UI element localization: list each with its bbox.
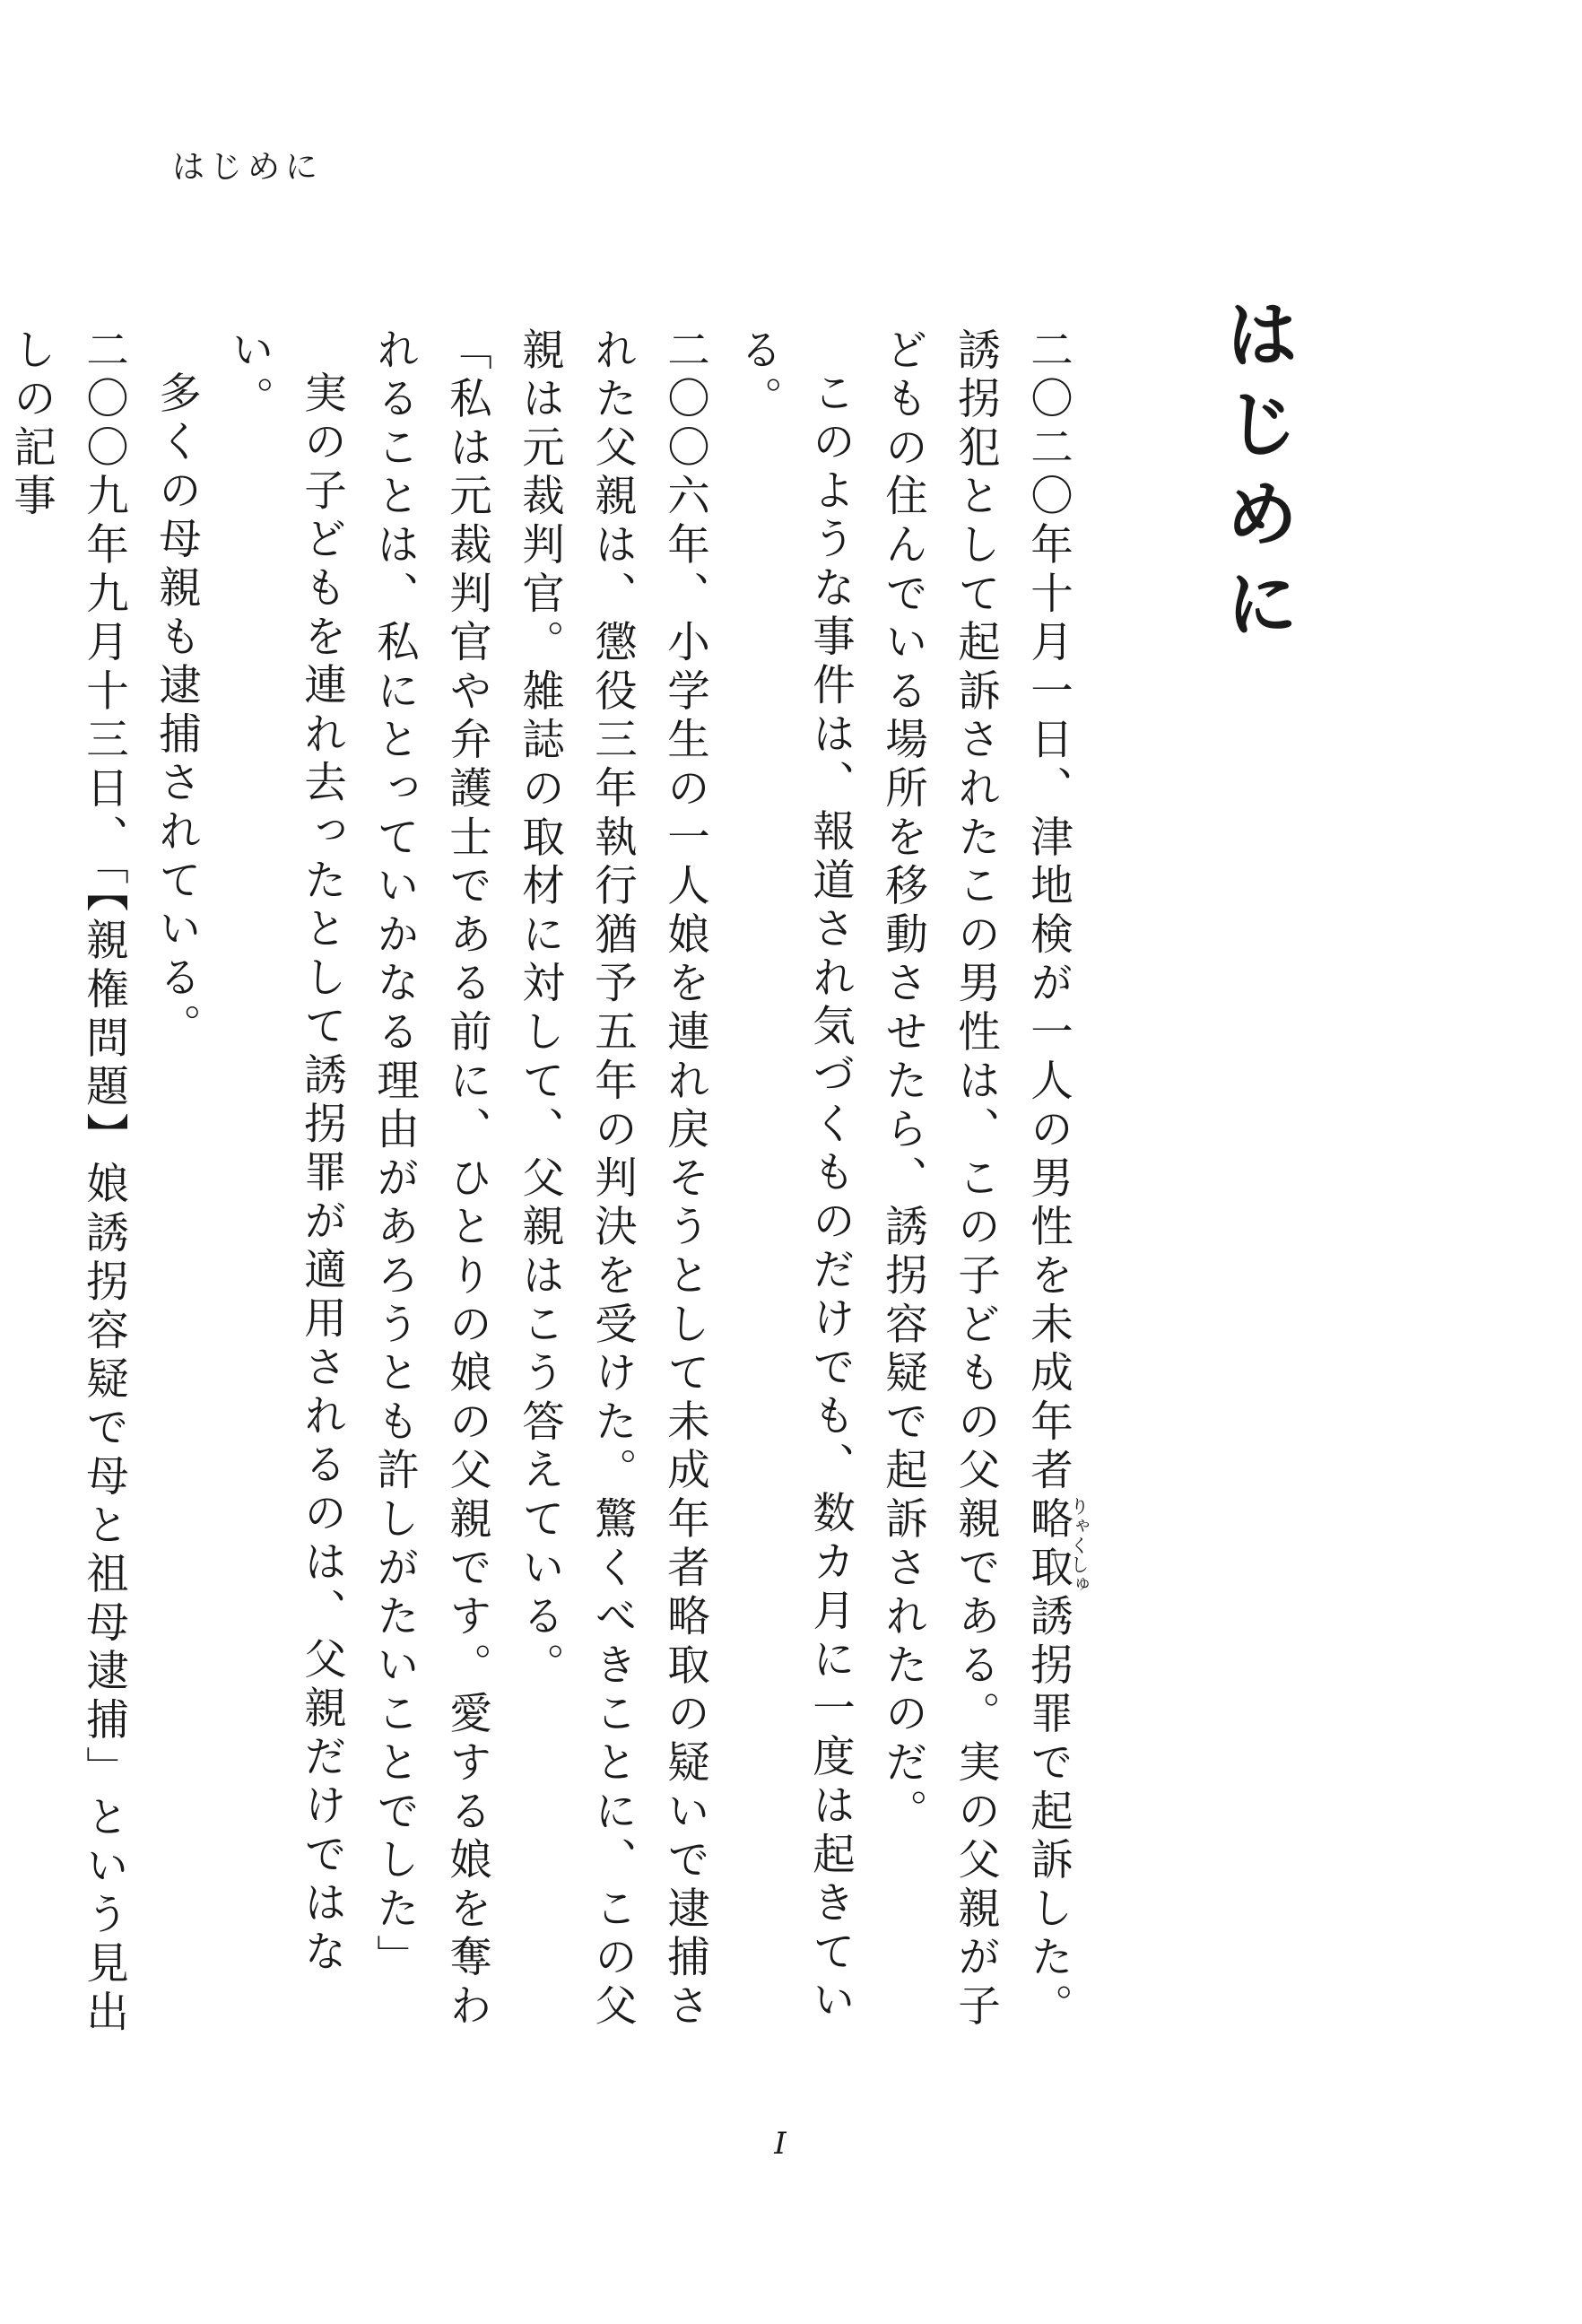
ruby-base: 略取 — [1022, 1496, 1073, 1594]
page-number: I — [774, 2126, 787, 2162]
paragraph-8: 二〇〇九年九月十三日、「【親権問題】娘誘拐容疑で母と祖母逮捕」という見出しの記事 — [5, 327, 128, 2039]
paragraph-2: 誘拐犯として起訴されたこの男性は、この子どもの父親である。実の父親が子どもの住んでいる場所を移動させたら、誘拐容疑で起訴されたのだ。 — [877, 327, 1000, 2032]
paragraph-1-text-a: 二〇二〇年十月一日、津地検が一人の男性を未成年者 — [1022, 327, 1073, 1497]
body-text — [0, 327, 1089, 2059]
ruby-reading: りゃくしゅ — [1068, 1496, 1090, 1594]
running-head: はじめに — [172, 149, 324, 186]
paragraph-1-text-b: 誘拐罪で起訴した。 — [1022, 1593, 1073, 2032]
paragraph-6: 実の子どもを連れ去ったとして誘拐罪が適用されるのは、父親だけではない。 — [223, 327, 346, 1978]
paragraph-4: 二〇〇六年、小学生の一人娘を連れ戻そうとして未成年者略取の疑いで逮捕された父親は、懲役三年執行猶予五年の判決を受けた。驚くべきことに、この父親は元裁判官。雑誌の取材に対して、父親はこう答えている。 — [514, 327, 709, 2032]
paragraph-3: このような事件は、報道され気づくものだけでも、数カ月に一度は起きている。 — [732, 327, 855, 2026]
chapter-title: はじめに — [1213, 296, 1300, 655]
paragraph-1 — [1012, 327, 1090, 2059]
paragraph-7: 多くの母親も逮捕されている。 — [151, 370, 201, 1052]
paragraph-5-quote: 「私は元裁判官や弁護士である前に、ひとりの娘の父親です。愛する娘を奪われることは、私にとっていかなる理由があろうとも許しがたいことでした」 — [369, 327, 491, 2032]
ruby-ryakushu — [1022, 1496, 1090, 1594]
